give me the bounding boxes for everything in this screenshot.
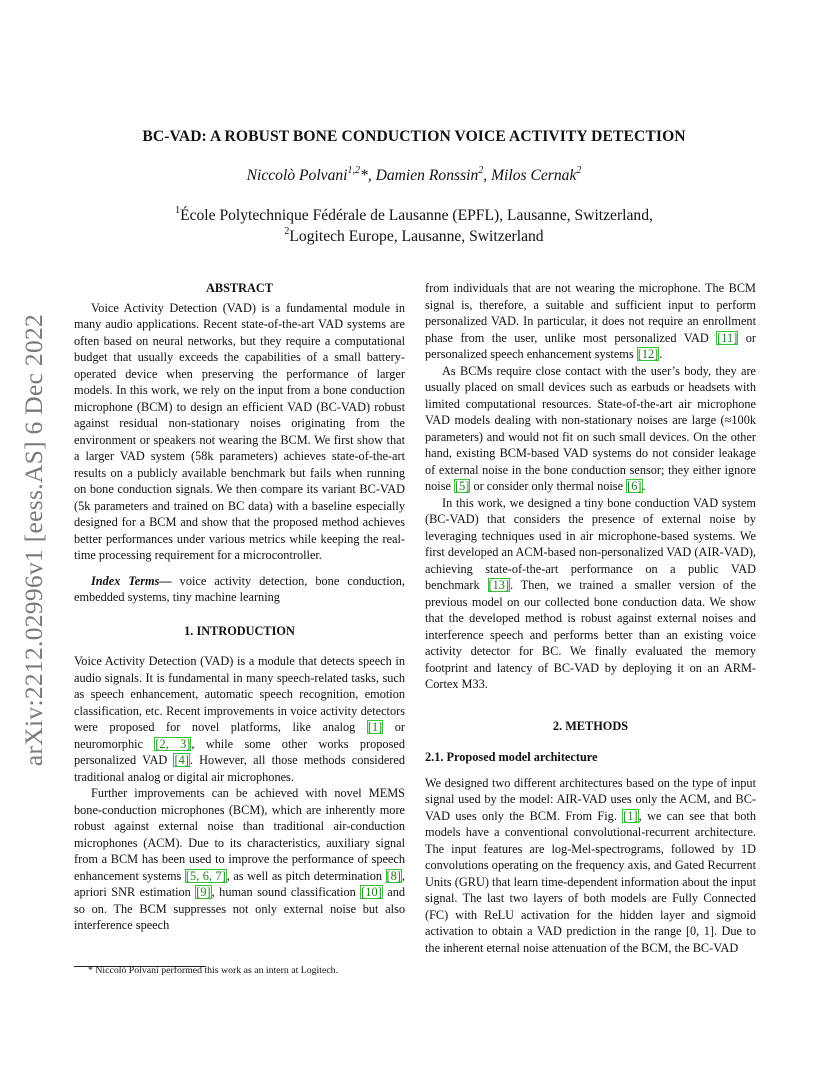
- citation-link[interactable]: [ 12 ]: [637, 347, 660, 361]
- author-1: Niccolò Polvani: [246, 167, 348, 184]
- right-paragraph-1: [425, 280, 756, 363]
- left-column: [74, 280, 405, 934]
- affiliation-1-text: École Polytechnique Fédérale de Lausanne (EPFL), Lausanne, Switzerland,: [180, 207, 653, 224]
- author-1-footnote-mark: *: [360, 167, 368, 184]
- text-run: Voice Activity Detection (VAD) is a module that detects speech in audio signals. It is fundamental in many speech-related tasks, such as speech enhancement, automatic speech recognition, emotion classification, etc. Recent improvements in voice activity detectors were proposed for novel platforms, like analog: [74, 654, 405, 734]
- text-run: .: [642, 479, 646, 493]
- text-run: or consider only thermal noise: [470, 479, 627, 493]
- abstract-heading: ABSTRACT: [206, 281, 273, 295]
- affiliation-2: [0, 226, 828, 247]
- affiliation-2-text: Logitech Europe, Lausanne, Switzerland: [289, 228, 544, 245]
- arxiv-stamp: [8, 282, 60, 797]
- author-3-affil: 2: [576, 164, 582, 176]
- citation-link[interactable]: [ 4 ]: [173, 753, 189, 767]
- methods-paragraph-1: [425, 775, 756, 957]
- author-list: [0, 164, 828, 185]
- citation-link[interactable]: [ 2, 3 ]: [154, 737, 191, 751]
- right-column: [425, 280, 756, 956]
- author-separator: ,: [367, 167, 376, 184]
- citation-link[interactable]: [ 6 ]: [626, 479, 642, 493]
- figure-link[interactable]: [ 1 ]: [622, 809, 638, 823]
- text-run: , as well as pitch determination: [226, 868, 386, 883]
- index-terms-text: voice activity detection, bone conduction, embedded systems, tiny machine learning: [74, 573, 405, 604]
- introduction-heading: 1. INTRODUCTION: [184, 623, 295, 638]
- affiliation-1: [0, 205, 828, 226]
- text-run: . However, all those methods considered traditional analog or digital air microphones.: [74, 753, 406, 784]
- paper-title: BC-VAD: A ROBUST BONE CONDUCTION VOICE ACTIVITY DETECTION: [142, 128, 686, 145]
- abstract-body: Voice Activity Detection (VAD) is a fundamental module in many audio applications. Recent state-of-the-art VAD systems are often based on neural networks, but they require a computational budget that usually exceeds the capabilities of a small battery-operated device when preserving the performance of larger models. In this work, we rely on the input from a bone conduction microphone (BCM) to design an efficient VAD (BC-VAD) robust against residual non-stationary noises originating from the environment or speakers not wearing the BCM. We first show that a larger VAD system (58k parameters) achieves state-of-the-art results on a publicly available benchmark but fails when running on bone conduction signals. We then compare its variant BC-VAD (5k parameters and trained on BC data) with a baseline especially designed for a BCM and show that the proposed method achieves better performances under various metrics while keeping the real-time processing requirement for a microcontroller.: [74, 300, 405, 562]
- citation-link[interactable]: [ 5, 6, 7 ]: [185, 869, 227, 883]
- text-run: , apriori SNR estimation: [74, 868, 405, 899]
- right-paragraph-3: [425, 495, 756, 693]
- text-run: , while some other works proposed personalized VAD: [74, 736, 405, 767]
- text-run: . Then, we trained a smaller version of the previous model on our collected bone conduction data. We show that the developed method is robust against external noises and interference speech and performs better than an existing voice activity detector for BC. We finally evaluated the memory footprint and latency of BC-VAD by deploying it on an ARM-Cortex M33.: [425, 578, 757, 691]
- citation-link[interactable]: [ 9 ]: [195, 885, 211, 899]
- subsection-heading: 2.1. Proposed model architecture: [425, 750, 598, 764]
- author-3: Milos Cernak: [491, 167, 577, 184]
- affiliation-1-mark: 1: [175, 204, 181, 216]
- text-run: We designed two different architectures based on the type of input signal used by the model: AIR-VAD uses only the ACM, and BC-VAD uses only the BCM. From Fig.: [425, 775, 756, 823]
- methods-heading: 2. METHODS: [552, 718, 629, 733]
- text-run: or personalized speech enhancement systems: [425, 330, 756, 361]
- citation-link[interactable]: [ 5 ]: [454, 479, 470, 493]
- text-run: , human sound classification: [211, 885, 361, 899]
- citation-link[interactable]: [ 11 ]: [716, 331, 738, 345]
- author-2-affil: 2: [478, 164, 484, 176]
- affiliations: [0, 205, 828, 247]
- text-run: and so on. The BCM suppresses not only external noise but also interference speech: [74, 885, 405, 932]
- author-separator: ,: [483, 167, 492, 184]
- intro-paragraph-1: [74, 653, 405, 785]
- text-run: Further improvements can be achieved with novel MEMS bone-conduction microphones (BCM), which are inherently more robust against external noise than traditional air-conduction microphones (ACM). Due to its characteristics, auxiliary signal from a BCM has been used to improve the performance of speech enhancement systems: [74, 786, 405, 883]
- text-run: In this work, we designed a tiny bone conduction VAD system (BC-VAD) that considers the presence of external noise by leveraging techniques used in air microphone-based systems. We first developed an ACM-based non-personalized VAD (AIR-VAD), achieving state-of-the-art performance on a public VAD benchmark: [425, 495, 756, 592]
- text-run: As BCMs require close contact with the user’s body, they are usually placed on small devices such as earbuds or headsets with limited computational resources. State-of-the-art air microphone VAD models dealing with non-stationary noises are large (≈100k parameters) and would not fit on such small devices. On the other hand, existing BCM-based VAD systems do not consider leakage of external noise in the bone conduction sensor; they either ignore noise: [425, 363, 756, 493]
- citation-link[interactable]: [ 13 ]: [488, 578, 511, 592]
- affiliation-2-mark: 2: [284, 225, 290, 237]
- text-run: from individuals that are not wearing the microphone. The BCM signal is, therefore, a suitable and sufficient input to perform personalized VAD. In particular, it does not require an enrollment phase from the user, unlike most personalized VAD: [425, 281, 756, 345]
- citation-link[interactable]: [ 1 ]: [367, 720, 383, 734]
- text-run: , we can see that both models have a conventional convolutional-recurrent architecture. The input features are log-Mel-spectrograms, followed by 1D convolutions operating on the frequency axis, and Gated Recurrent Units (GRU) that learn time-dependent information about the input signal. The last two layers of both models are Fully Connected (FC) with ReLU activation for the hidden layer and sigmoid activation to obtain a VAD prediction in the range [0, 1]. Due to the inherent eternal noise attenuation of the BCM, the BC-VAD: [425, 808, 756, 955]
- author-1-affil: 1,2: [347, 164, 361, 176]
- intro-paragraph-2: [74, 785, 405, 934]
- index-terms: [74, 573, 405, 606]
- text-run: .: [659, 347, 663, 361]
- arxiv-stamp-text: arXiv:2212.02996v1 [eess.AS] 6 Dec 2022: [19, 313, 48, 766]
- citation-link[interactable]: [ 8 ]: [386, 869, 402, 883]
- citation-link[interactable]: [ 10 ]: [360, 885, 383, 899]
- author-2: Damien Ronssin: [375, 167, 479, 184]
- right-paragraph-2: [425, 363, 756, 495]
- footnote: * Niccolò Polvani performed this work as an intern at Logitech.: [88, 965, 339, 976]
- index-terms-label: Index Terms—: [91, 573, 172, 588]
- text-run: or neuromorphic: [74, 720, 405, 751]
